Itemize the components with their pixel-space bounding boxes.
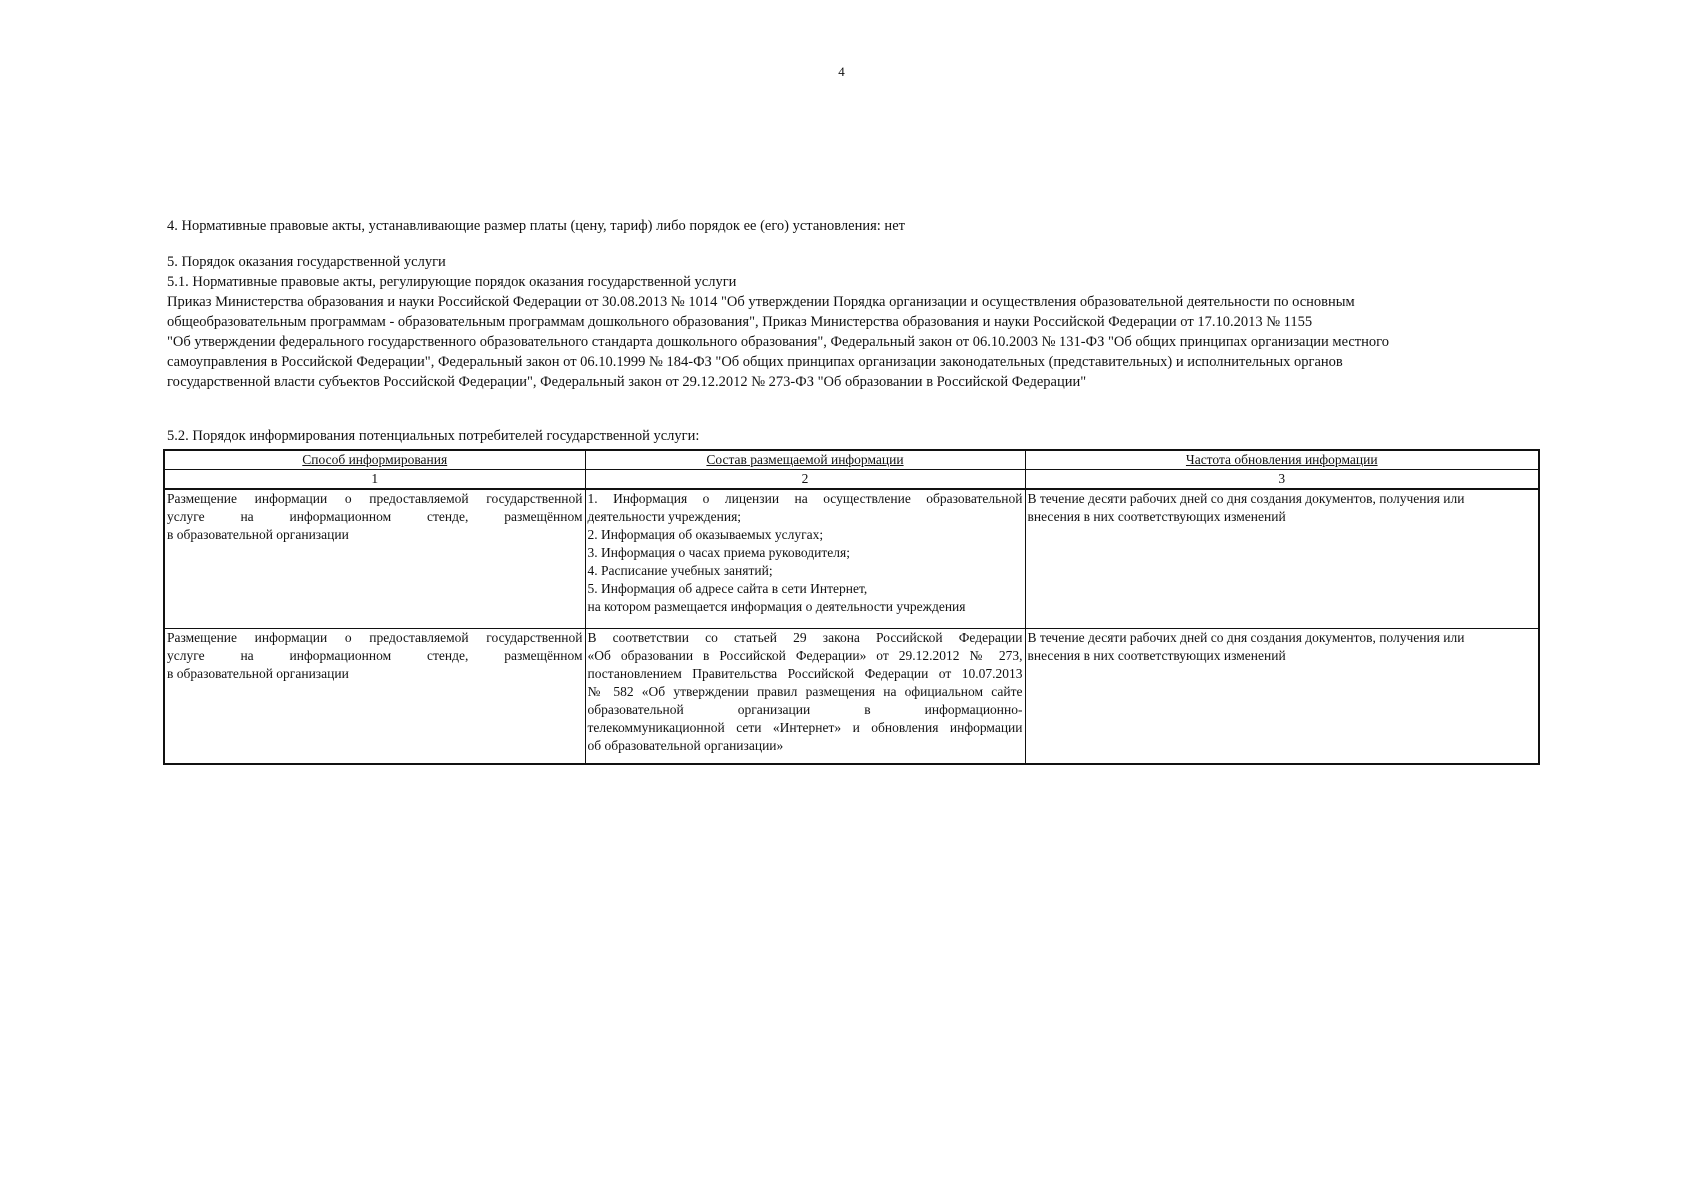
- section-5-1-body-line: общеобразовательным программам - образовательным программам дошкольного образования", Приказ Министерства образования и науки Российской Федерации от 17.10.2013 № 1155: [167, 314, 1313, 330]
- cell-line: внесения в них соответствующих изменений: [1027, 648, 1286, 663]
- section-5-1-body-line: государственной власти субъектов Российской Федерации", Федеральный закон от 29.12.2012 № 273-ФЗ "Об образовании в Российской Федерации": [167, 374, 1087, 390]
- header-frequency: Частота обновления информации: [1025, 450, 1539, 470]
- header-method: Способ информирования: [164, 450, 585, 470]
- cell-line: 4. Расписание учебных занятий;: [587, 563, 773, 578]
- section-5-1-title: 5.1. Нормативные правовые акты, регулирующие порядок оказания государственной услуги: [167, 274, 737, 290]
- method-cell: [164, 489, 585, 629]
- cell-line: образовательной организации в информационно-: [587, 702, 1023, 717]
- cell-line: 1. Информация о лицензии на осуществление образовательной: [587, 491, 1023, 506]
- cell-line: на котором размещается информация о деятельности учреждения: [587, 599, 966, 614]
- cell-line: В соответствии со статьей 29 закона Российской Федерации: [587, 630, 1023, 645]
- cell-line: № 582 «Об утверждении правил размещения на официальном сайте: [587, 684, 1023, 699]
- page-number: 4: [838, 64, 845, 79]
- cell-line: 5. Информация об адресе сайта в сети Интернет,: [587, 581, 868, 596]
- cell-line: Размещение информации о предоставляемой государственной: [167, 491, 583, 506]
- section-5-title: 5. Порядок оказания государственной услуги: [167, 254, 446, 270]
- content-cell: [585, 629, 1025, 765]
- cell-line: 2. Информация об оказываемых услугах;: [587, 527, 824, 542]
- cell-line: услуге на информационном стенде, размещённом: [167, 648, 583, 663]
- content-cell: [585, 489, 1025, 629]
- table-number-row: [164, 470, 1539, 490]
- table-header-row: [164, 450, 1539, 470]
- cell-line: в образовательной организации: [167, 527, 349, 542]
- cell-line: внесения в них соответствующих изменений: [1027, 509, 1286, 524]
- section-4: [167, 216, 1547, 236]
- section-5-1-body-line: самоуправления в Российской Федерации", Федеральный закон от 06.10.1999 № 184-ФЗ "Об общих принципах организации законодательных (представительных) и исполнительных органов: [167, 354, 1343, 370]
- cell-line: телекоммуникационной сети «Интернет» и обновления информации: [587, 720, 1023, 735]
- column-number: 3: [1025, 470, 1539, 490]
- cell-line: услуге на информационном стенде, размещённом: [167, 509, 583, 524]
- cell-line: В течение десяти рабочих дней со дня создания документов, получения или: [1027, 630, 1465, 645]
- cell-line: Размещение информации о предоставляемой государственной: [167, 630, 583, 645]
- cell-line: постановлением Правительства Российской Федерации от 10.07.2013: [587, 666, 1023, 681]
- section-5: [167, 252, 1547, 392]
- frequency-cell: [1025, 629, 1539, 765]
- header-content: Состав размещаемой информации: [585, 450, 1025, 470]
- information-table: [163, 449, 1540, 765]
- column-number: 2: [585, 470, 1025, 490]
- section-5-2-title: 5.2. Порядок информирования потенциальных потребителей государственной услуги:: [167, 428, 700, 444]
- frequency-cell: [1025, 489, 1539, 629]
- cell-line: в образовательной организации: [167, 666, 349, 681]
- section-5-1-body-line: Приказ Министерства образования и науки Российской Федерации от 30.08.2013 № 1014 "Об утверждении Порядка организации и осуществления образовательной деятельности по основным: [167, 294, 1355, 310]
- column-number: 1: [164, 470, 585, 490]
- table-row: [164, 629, 1539, 765]
- table-row: [164, 489, 1539, 629]
- cell-line: 3. Информация о часах приема руководителя;: [587, 545, 850, 560]
- section-5-1-body-line: "Об утверждении федерального государственного образовательного стандарта дошкольного образования", Федеральный закон от 06.10.2003 № 131-ФЗ "Об общих принципах организации местного: [167, 334, 1389, 350]
- cell-line: деятельности учреждения;: [587, 509, 742, 524]
- cell-line: об образовательной организации»: [587, 738, 784, 753]
- section-5-2: [167, 426, 1547, 446]
- cell-line: «Об образовании в Российской Федерации» от 29.12.2012 № 273,: [587, 648, 1023, 663]
- method-cell: [164, 629, 585, 765]
- cell-line: В течение десяти рабочих дней со дня создания документов, получения или: [1027, 491, 1465, 506]
- section-4-text: 4. Нормативные правовые акты, устанавливающие размер платы (цену, тариф) либо порядок ее (его) установления: нет: [167, 218, 905, 234]
